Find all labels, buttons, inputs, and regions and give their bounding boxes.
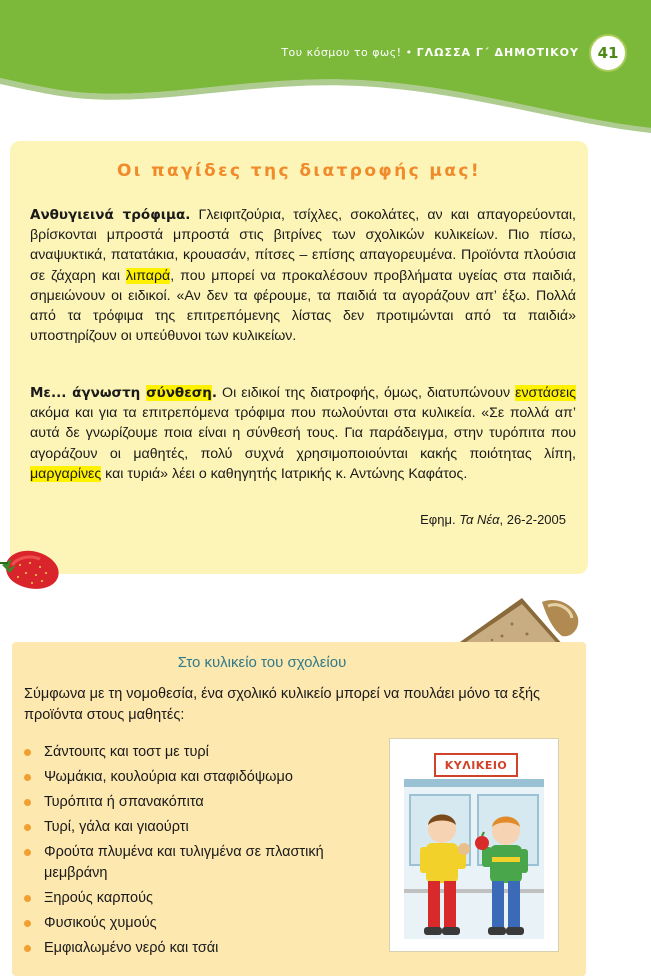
list-item-text: Φυσικούς χυμούς <box>44 915 157 931</box>
paragraph-text: ακόμα και για τα επιτρεπόμενα τρόφιμα που πωλούνται στα κυλικεία. «Σε πολλά απ’ αυτά δε γνωρίζουμε ποια είναι η σύνθεσή τους. Για παράδειγμα, στην τυρόπιτα που αγοράζουν οι μαθητές, πολύ συχνά χρησιμοποιούνται κακής ποιότητας λίπη, <box>30 405 576 462</box>
list-item-text: Ψωμάκια, κουλούρια και σταφιδόψωμο <box>44 769 293 785</box>
source-date: , 26-2-2005 <box>499 512 566 527</box>
highlighted-word: σύνθεση <box>146 385 212 401</box>
list-item-text: Σάντουιτς και τοστ με τυρί <box>44 744 209 760</box>
subject-label: ΓΛΩΣΣΑ Γ΄ ΔΗΜΟΤΙΚΟΥ <box>416 46 579 59</box>
source-paper: Τα Νέα <box>459 512 500 527</box>
bullet-icon <box>24 774 31 781</box>
article-paragraph-1 <box>30 205 576 346</box>
list-item-text: Εμφιαλωμένο νερό και τσάι <box>44 940 219 956</box>
canteen-items-list <box>24 742 384 963</box>
article-source <box>420 512 566 527</box>
highlighted-word: λιπαρά <box>125 267 171 284</box>
canteen-sign: ΚΥΛΙΚΕΙΟ <box>434 753 518 777</box>
paragraph-text: , που μπορεί να προκαλέσουν προβλήματα υγείας στα παιδιά, σημειώνουν οι ειδικοί. «Αν δεν τα φέρουμε, τα παιδιά τα αγοράζουν απ’ έξω. Πολλά από τα τρόφιμα της επιτρεπόμενης λίστας δεν προτιμώνται από τα παιδιά» υποστηρίζουν οι υπεύθυνοι των κυλικείων. <box>30 267 576 345</box>
list-item <box>24 842 384 884</box>
canteen-illustration <box>389 738 559 952</box>
bullet-icon <box>24 849 31 856</box>
bullet-icon <box>24 824 31 831</box>
bullet-icon <box>24 895 31 902</box>
canteen-title: Στο κυλικείο του σχολείου <box>177 654 347 671</box>
list-item-text: Ξηρούς καρπούς <box>44 890 154 906</box>
paragraph-lead <box>30 385 217 401</box>
paragraph-text: Γλειφιτζούρια, τσίχλες, σοκολάτες, αν και απαγορεύονται, βρίσκονται μπροστά μπροστά στις βιτρίνες των σχολικών κυλικείων. Πιο πίσω, αναψυκτικά, πατατάκια, κρουασάν, πίτσες – επίσης απαγορευμένα. Προϊόντα πλούσια σε ζάχαρη και <box>30 207 576 284</box>
canteen-intro: Σύμφωνα με τη νομοθεσία, ένα σχολικό κυλικείο μπορεί να πουλάει μόνο τα εξής προϊόντα στους μαθητές: <box>24 686 541 723</box>
strawberry-icon <box>0 543 64 593</box>
list-item-text: Φρούτα πλυμένα και τυλιγμένα σε πλαστική μεμβράνη <box>44 844 324 881</box>
header-separator: • <box>405 46 413 59</box>
header-wave <box>0 0 651 135</box>
article-title: Οι παγίδες της διατροφής μας! <box>116 161 482 181</box>
highlighted-word: μαργαρίνες <box>30 465 102 482</box>
bullet-icon <box>24 945 31 952</box>
paragraph-lead: Ανθυγιεινά τρόφιμα. <box>30 207 191 223</box>
list-item <box>24 913 384 934</box>
lead-text: . <box>211 385 217 401</box>
lead-text: Με... άγνωστη <box>30 385 147 401</box>
article-paragraph-2 <box>30 383 576 484</box>
list-item <box>24 817 384 838</box>
article-box <box>14 145 584 570</box>
highlighted-word: ενστάσεις <box>515 385 576 401</box>
list-item <box>24 938 384 959</box>
source-prefix: Εφημ. <box>420 512 460 527</box>
paragraph-text: και τυριά» λέει ο καθηγητής Ιατρικής κ. Αντώνης Καφάτος. <box>101 465 468 482</box>
list-item <box>24 742 384 763</box>
running-header <box>281 46 579 59</box>
list-item-text: Τυρί, γάλα και γιαούρτι <box>44 819 189 835</box>
bullet-icon <box>24 749 31 756</box>
list-item-text: Τυρόπιτα ή σπανακόπιτα <box>44 794 204 810</box>
list-item <box>24 792 384 813</box>
book-title: Του κόσμου το φως! <box>281 46 402 59</box>
list-item <box>24 888 384 909</box>
paragraph-text: Οι ειδικοί της διατροφής, όμως, διατυπώνουν <box>217 385 516 401</box>
page-number: 41 <box>589 34 627 72</box>
bullet-icon <box>24 799 31 806</box>
bullet-icon <box>24 920 31 927</box>
list-item <box>24 767 384 788</box>
